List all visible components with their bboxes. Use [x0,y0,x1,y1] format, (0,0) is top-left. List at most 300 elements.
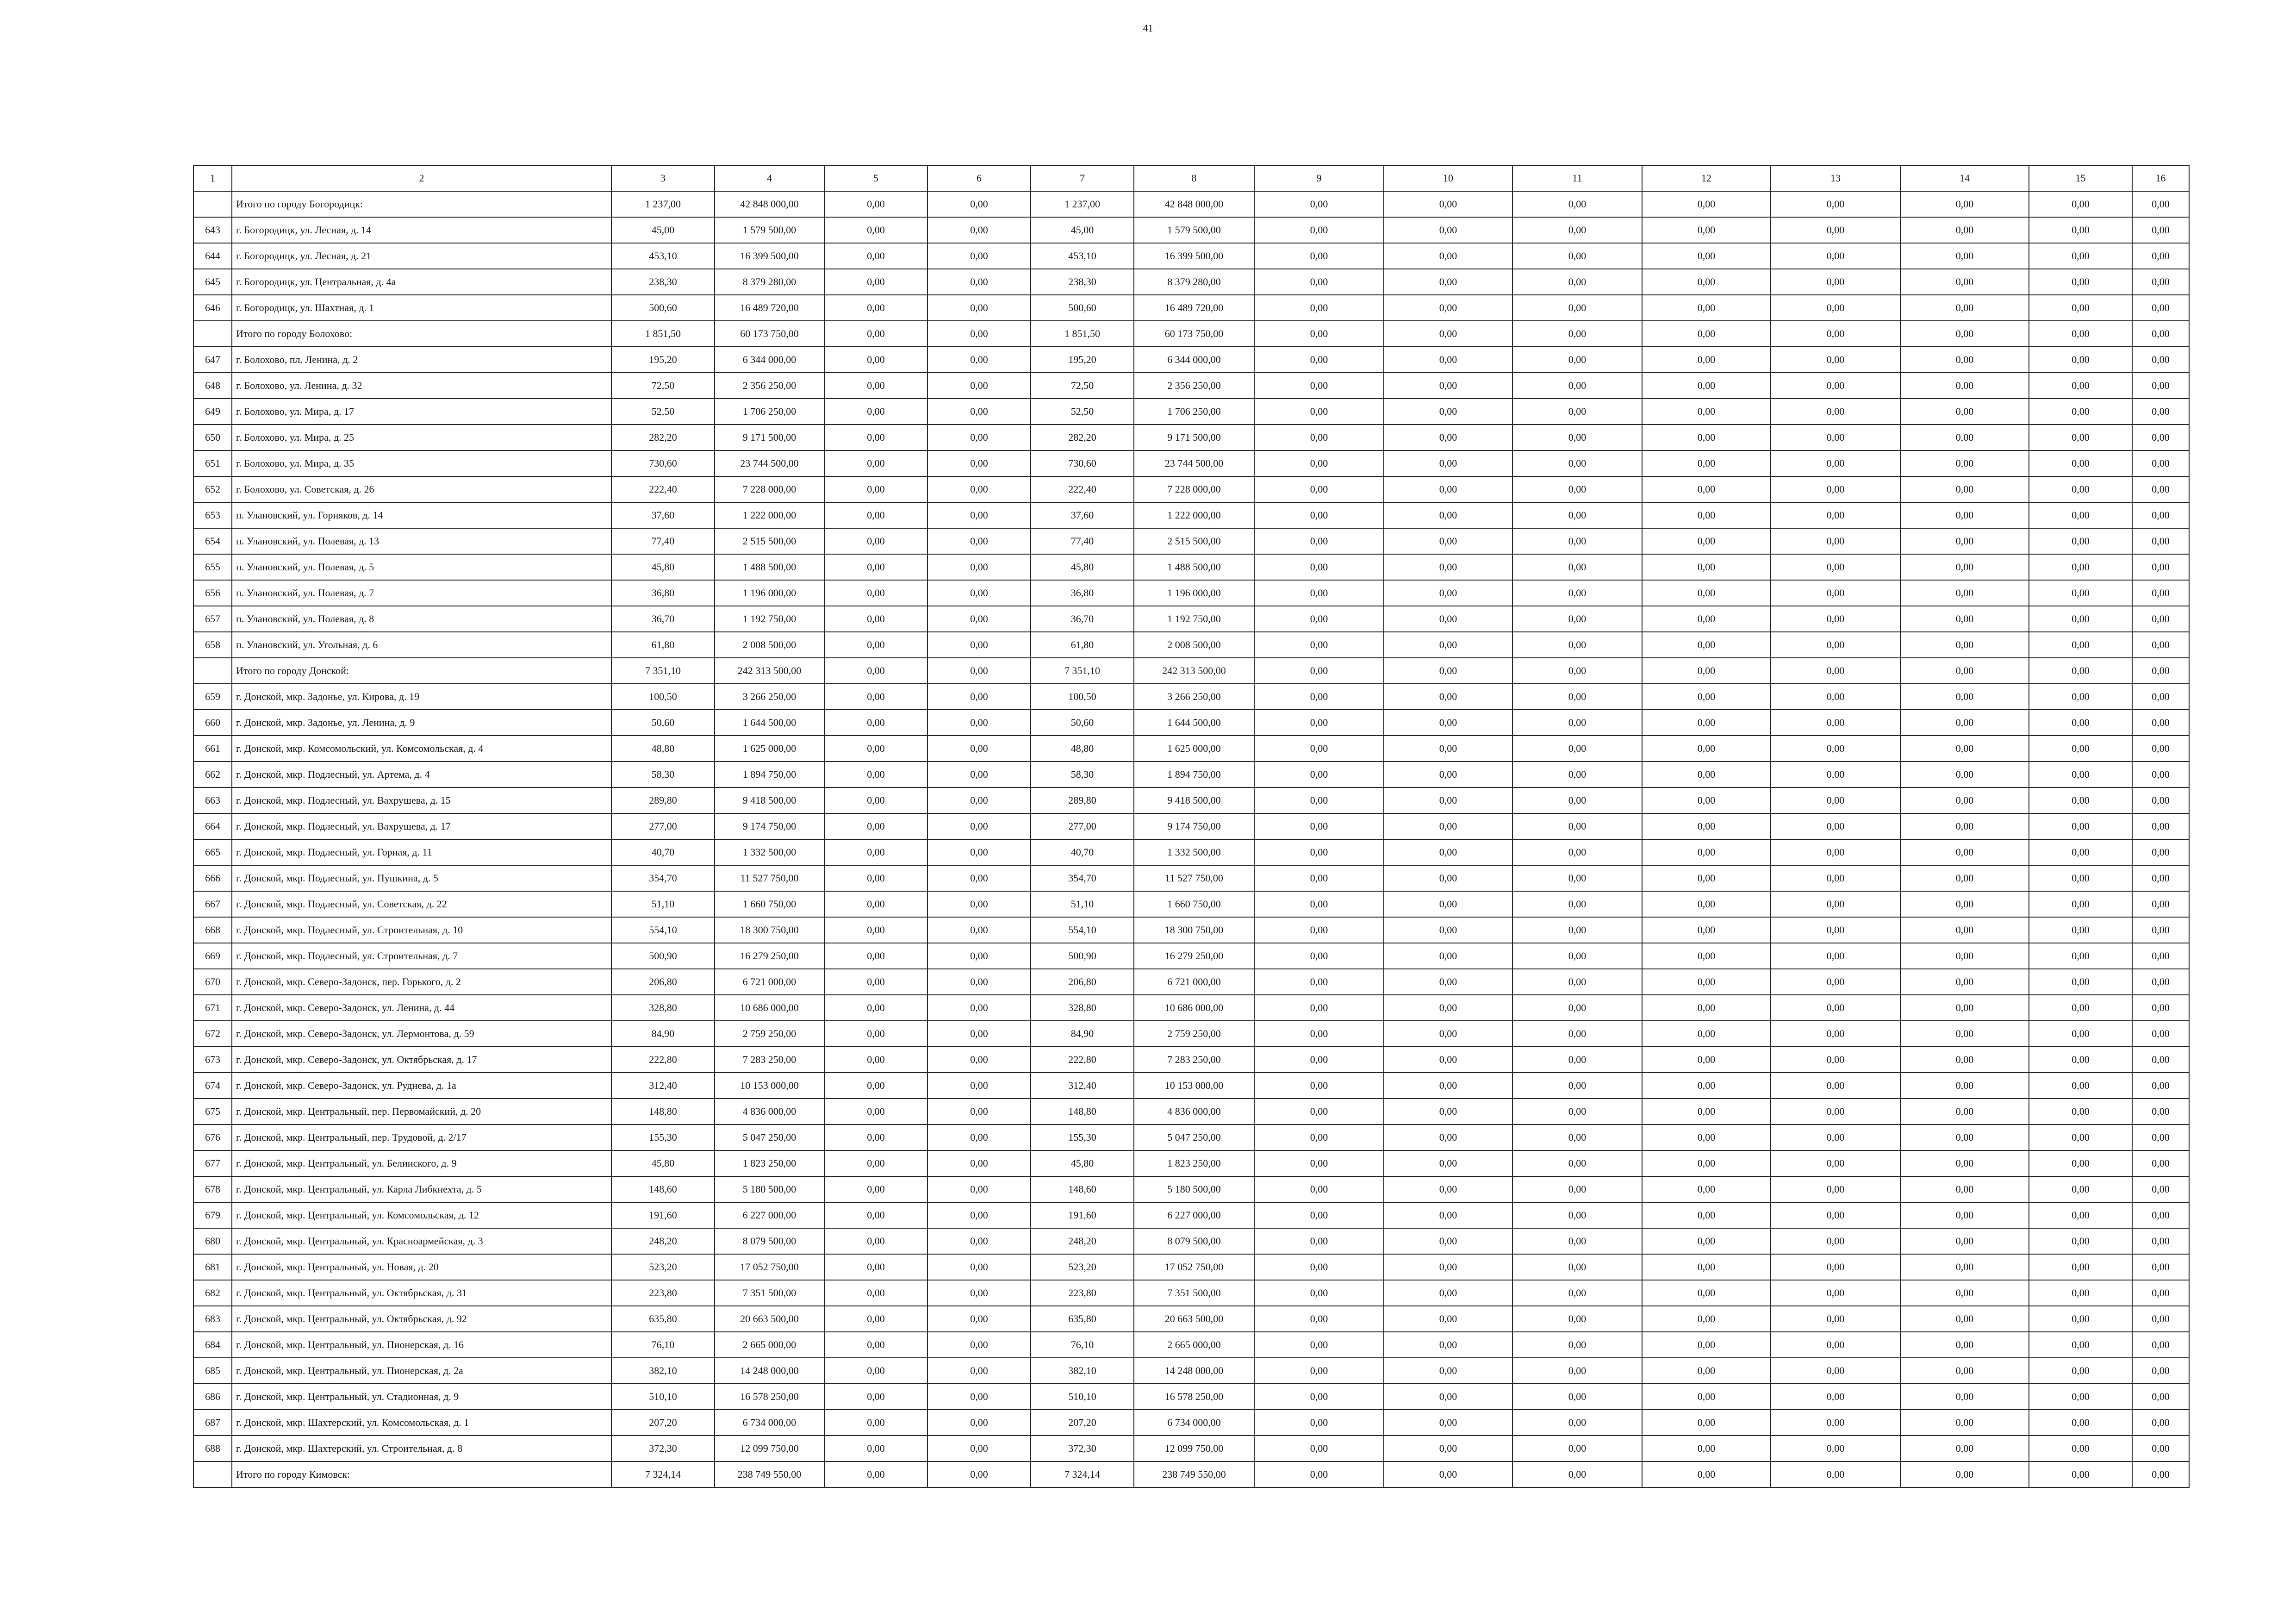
value-cell: 0,00 [2132,969,2189,995]
value-cell: 0,00 [2029,269,2132,295]
value-cell: 0,00 [2029,502,2132,528]
value-cell: 84,90 [611,1021,715,1047]
value-cell: 1 192 750,00 [1134,606,1254,632]
value-cell: 0,00 [1512,1228,1642,1254]
value-cell: 0,00 [1254,476,1384,502]
value-cell: 500,90 [1031,943,1134,969]
row-number-cell: 658 [193,632,232,658]
value-cell: 0,00 [1254,710,1384,736]
value-cell: 0,00 [1384,1202,1512,1228]
value-cell: 0,00 [1900,1332,2029,1358]
value-cell: 0,00 [824,1410,927,1436]
value-cell: 0,00 [1254,425,1384,450]
value-cell: 0,00 [1642,917,1771,943]
value-cell: 0,00 [2029,1047,2132,1073]
value-cell: 0,00 [1512,373,1642,399]
value-cell: 0,00 [1771,1280,1900,1306]
value-cell: 0,00 [1384,1073,1512,1099]
value-cell: 554,10 [1031,917,1134,943]
subtotal-row [193,191,2189,217]
value-cell: 0,00 [927,710,1031,736]
value-cell: 72,50 [1031,373,1134,399]
value-cell: 0,00 [1254,373,1384,399]
table-row [193,684,2189,710]
value-cell: 0,00 [1642,1436,1771,1462]
value-cell: 0,00 [1642,658,1771,684]
address-cell: г. Донской, мкр. Шахтерский, ул. Комсомольская, д. 1 [232,1410,611,1436]
row-number-cell [193,191,232,217]
value-cell: 0,00 [1900,632,2029,658]
value-cell: 0,00 [2029,1021,2132,1047]
value-cell: 0,00 [1771,1462,1900,1487]
value-cell: 1 823 250,00 [1134,1150,1254,1176]
value-cell: 0,00 [824,1124,927,1150]
value-cell: 0,00 [1254,191,1384,217]
table-row [193,425,2189,450]
value-cell: 0,00 [824,1150,927,1176]
value-cell: 0,00 [1642,269,1771,295]
row-number-cell: 663 [193,787,232,813]
value-cell: 0,00 [2029,373,2132,399]
value-cell: 0,00 [927,580,1031,606]
value-cell: 0,00 [1900,1073,2029,1099]
row-number-cell: 645 [193,269,232,295]
value-cell: 207,20 [611,1410,715,1436]
address-cell: г. Донской, мкр. Центральный, ул. Красноармейская, д. 3 [232,1228,611,1254]
column-header: 13 [1771,165,1900,191]
value-cell: 2 665 000,00 [1134,1332,1254,1358]
value-cell: 0,00 [1512,658,1642,684]
value-cell: 11 527 750,00 [1134,865,1254,891]
value-cell: 0,00 [927,762,1031,787]
column-header: 15 [2029,165,2132,191]
value-cell: 10 686 000,00 [715,995,824,1021]
value-cell: 0,00 [2029,476,2132,502]
value-cell: 206,80 [611,969,715,995]
value-cell: 0,00 [824,1021,927,1047]
value-cell: 0,00 [2029,1150,2132,1176]
table-row [193,762,2189,787]
value-cell: 0,00 [927,502,1031,528]
value-cell: 0,00 [1254,295,1384,321]
table-row [193,528,2189,554]
value-cell: 50,60 [1031,710,1134,736]
table-row [193,269,2189,295]
value-cell: 0,00 [1642,450,1771,476]
value-cell: 51,10 [611,891,715,917]
value-cell: 0,00 [824,243,927,269]
value-cell: 0,00 [1512,891,1642,917]
value-cell: 0,00 [1900,762,2029,787]
value-cell: 1 332 500,00 [715,839,824,865]
value-cell: 0,00 [1512,1306,1642,1332]
value-cell: 48,80 [611,736,715,762]
table-row [193,1047,2189,1073]
value-cell: 0,00 [1771,373,1900,399]
value-cell: 0,00 [2029,969,2132,995]
value-cell: 0,00 [1642,502,1771,528]
value-cell: 0,00 [1771,813,1900,839]
value-cell: 0,00 [1254,839,1384,865]
value-cell: 10 686 000,00 [1134,995,1254,1021]
value-cell: 2 759 250,00 [1134,1021,1254,1047]
table-row [193,1228,2189,1254]
value-cell: 6 344 000,00 [715,347,824,373]
address-cell: г. Донской, мкр. Центральный, ул. Стадионная, д. 9 [232,1384,611,1410]
value-cell: 0,00 [2029,1462,2132,1487]
value-cell: 0,00 [1642,1254,1771,1280]
value-cell: 0,00 [2132,865,2189,891]
value-cell: 0,00 [927,658,1031,684]
value-cell: 0,00 [1642,1462,1771,1487]
value-cell: 0,00 [1512,813,1642,839]
table-row [193,1176,2189,1202]
address-cell: г. Донской, мкр. Центральный, ул. Белинского, д. 9 [232,1150,611,1176]
value-cell: 0,00 [1384,425,1512,450]
row-number-cell: 651 [193,450,232,476]
value-cell: 0,00 [2132,1332,2189,1358]
value-cell: 7 351 500,00 [715,1280,824,1306]
value-cell: 0,00 [1254,450,1384,476]
value-cell: 0,00 [1254,399,1384,425]
row-number-cell: 660 [193,710,232,736]
value-cell: 0,00 [1771,580,1900,606]
value-cell: 0,00 [2029,347,2132,373]
value-cell: 0,00 [824,1176,927,1202]
value-cell: 0,00 [2132,554,2189,580]
value-cell: 17 052 750,00 [715,1254,824,1280]
value-cell: 0,00 [1771,269,1900,295]
value-cell: 0,00 [2029,891,2132,917]
value-cell: 0,00 [2029,1073,2132,1099]
value-cell: 0,00 [927,684,1031,710]
value-cell: 0,00 [1512,1099,1642,1124]
value-cell: 1 660 750,00 [715,891,824,917]
value-cell: 0,00 [2029,1332,2132,1358]
value-cell: 1 644 500,00 [1134,710,1254,736]
value-cell: 0,00 [1512,528,1642,554]
value-cell: 0,00 [1254,1021,1384,1047]
value-cell: 61,80 [1031,632,1134,658]
value-cell: 0,00 [1384,787,1512,813]
value-cell: 0,00 [2029,762,2132,787]
value-cell: 0,00 [2029,191,2132,217]
address-cell: п. Улановский, ул. Полевая, д. 13 [232,528,611,554]
value-cell: 36,80 [1031,580,1134,606]
value-cell: 0,00 [824,632,927,658]
value-cell: 453,10 [1031,243,1134,269]
value-cell: 1 332 500,00 [1134,839,1254,865]
column-header: 7 [1031,165,1134,191]
value-cell: 0,00 [1512,632,1642,658]
value-cell: 0,00 [1642,1073,1771,1099]
value-cell: 0,00 [2029,425,2132,450]
value-cell: 0,00 [1512,1410,1642,1436]
address-cell: г. Донской, мкр. Центральный, пер. Первомайский, д. 20 [232,1099,611,1124]
value-cell: 289,80 [611,787,715,813]
value-cell: 0,00 [824,813,927,839]
address-cell: г. Донской, мкр. Подлесный, ул. Горная, д. 11 [232,839,611,865]
value-cell: 0,00 [2132,191,2189,217]
value-cell: 0,00 [2132,373,2189,399]
value-cell: 0,00 [1254,1099,1384,1124]
value-cell: 0,00 [1771,606,1900,632]
value-cell: 0,00 [824,476,927,502]
value-cell: 0,00 [2029,684,2132,710]
value-cell: 0,00 [1512,321,1642,347]
value-cell: 0,00 [824,1384,927,1410]
value-cell: 0,00 [824,425,927,450]
value-cell: 0,00 [2029,1358,2132,1384]
value-cell: 0,00 [824,917,927,943]
row-number-cell: 688 [193,1436,232,1462]
row-number-cell: 674 [193,1073,232,1099]
value-cell: 0,00 [1771,658,1900,684]
value-cell: 6 734 000,00 [715,1410,824,1436]
value-cell: 0,00 [824,217,927,243]
value-cell: 0,00 [1900,295,2029,321]
value-cell: 0,00 [2029,1124,2132,1150]
value-cell: 0,00 [1512,1384,1642,1410]
value-cell: 0,00 [1384,684,1512,710]
value-cell: 0,00 [1900,347,2029,373]
value-cell: 9 418 500,00 [1134,787,1254,813]
value-cell: 0,00 [1771,502,1900,528]
value-cell: 0,00 [1512,1280,1642,1306]
value-cell: 0,00 [824,891,927,917]
address-cell: г. Донской, мкр. Комсомольский, ул. Комсомольская, д. 4 [232,736,611,762]
value-cell: 0,00 [927,1228,1031,1254]
value-cell: 0,00 [1900,1462,2029,1487]
value-cell: 20 663 500,00 [715,1306,824,1332]
value-cell: 0,00 [1771,736,1900,762]
value-cell: 0,00 [927,1306,1031,1332]
value-cell: 72,50 [611,373,715,399]
row-number-cell: 677 [193,1150,232,1176]
value-cell: 0,00 [824,865,927,891]
address-cell: г. Донской, мкр. Центральный, пер. Трудовой, д. 2/17 [232,1124,611,1150]
address-cell: г. Донской, мкр. Центральный, ул. Пионерская, д. 2а [232,1358,611,1384]
value-cell: 0,00 [824,1306,927,1332]
value-cell: 1 823 250,00 [715,1150,824,1176]
value-cell: 0,00 [1771,787,1900,813]
value-cell: 3 266 250,00 [715,684,824,710]
value-cell: 0,00 [1384,762,1512,787]
value-cell: 372,30 [1031,1436,1134,1462]
row-number-cell: 670 [193,969,232,995]
value-cell: 0,00 [2029,917,2132,943]
value-cell: 0,00 [1384,1384,1512,1410]
value-cell: 222,40 [611,476,715,502]
value-cell: 510,10 [1031,1384,1134,1410]
value-cell: 0,00 [2029,606,2132,632]
value-cell: 0,00 [1512,684,1642,710]
value-cell: 0,00 [824,1047,927,1073]
value-cell: 0,00 [2132,1462,2189,1487]
row-number-cell: 648 [193,373,232,399]
value-cell: 0,00 [1384,373,1512,399]
column-header: 4 [715,165,824,191]
value-cell: 0,00 [1771,710,1900,736]
value-cell: 0,00 [1771,1047,1900,1073]
value-cell: 23 744 500,00 [715,450,824,476]
value-cell: 8 379 280,00 [715,269,824,295]
value-cell: 0,00 [1900,606,2029,632]
value-cell: 0,00 [1642,295,1771,321]
value-cell: 0,00 [1512,1150,1642,1176]
row-number-cell: 682 [193,1280,232,1306]
value-cell: 0,00 [1384,1436,1512,1462]
value-cell: 16 279 250,00 [715,943,824,969]
value-cell: 0,00 [1771,1202,1900,1228]
value-cell: 0,00 [1254,1436,1384,1462]
address-cell: г. Донской, мкр. Центральный, ул. Новая, д. 20 [232,1254,611,1280]
value-cell: 0,00 [1254,969,1384,995]
value-cell: 16 578 250,00 [1134,1384,1254,1410]
row-number-cell: 650 [193,425,232,450]
table-row [193,1150,2189,1176]
value-cell: 0,00 [1642,554,1771,580]
subtotal-row [193,1462,2189,1487]
table-row [193,1073,2189,1099]
value-cell: 0,00 [1771,1021,1900,1047]
value-cell: 0,00 [1254,1124,1384,1150]
value-cell: 0,00 [1771,243,1900,269]
value-cell: 0,00 [824,1228,927,1254]
value-cell: 0,00 [927,554,1031,580]
table-row [193,917,2189,943]
value-cell: 0,00 [1771,425,1900,450]
value-cell: 0,00 [1384,606,1512,632]
value-cell: 0,00 [1642,839,1771,865]
address-cell: п. Улановский, ул. Горняков, д. 14 [232,502,611,528]
column-header: 2 [232,165,611,191]
value-cell: 0,00 [2132,1176,2189,1202]
value-cell: 0,00 [927,632,1031,658]
value-cell: 40,70 [1031,839,1134,865]
value-cell: 16 399 500,00 [1134,243,1254,269]
value-cell: 354,70 [611,865,715,891]
value-cell: 0,00 [1512,450,1642,476]
value-cell: 9 174 750,00 [715,813,824,839]
row-number-cell [193,658,232,684]
value-cell: 207,20 [1031,1410,1134,1436]
value-cell: 0,00 [1642,217,1771,243]
row-number-cell: 675 [193,1099,232,1124]
value-cell: 0,00 [1642,787,1771,813]
table-row [193,580,2189,606]
value-cell: 0,00 [2029,243,2132,269]
row-number-cell: 646 [193,295,232,321]
value-cell: 0,00 [2029,943,2132,969]
row-number-cell: 666 [193,865,232,891]
value-cell: 222,80 [1031,1047,1134,1073]
value-cell: 51,10 [1031,891,1134,917]
value-cell: 0,00 [1642,969,1771,995]
value-cell: 0,00 [1512,1332,1642,1358]
value-cell: 0,00 [1900,1436,2029,1462]
value-cell: 0,00 [927,1384,1031,1410]
table-row [193,995,2189,1021]
row-number-cell: 679 [193,1202,232,1228]
value-cell: 0,00 [1384,450,1512,476]
value-cell: 77,40 [611,528,715,554]
value-cell: 0,00 [1771,528,1900,554]
value-cell: 0,00 [2029,217,2132,243]
address-cell: г. Донской, мкр. Северо-Задонск, ул. Октябрьская, д. 17 [232,1047,611,1073]
value-cell: 0,00 [1771,943,1900,969]
value-cell: 7 283 250,00 [1134,1047,1254,1073]
value-cell: 10 153 000,00 [1134,1073,1254,1099]
value-cell: 730,60 [1031,450,1134,476]
value-cell: 0,00 [2132,1358,2189,1384]
value-cell: 0,00 [1254,1384,1384,1410]
value-cell: 76,10 [611,1332,715,1358]
address-cell: п. Улановский, ул. Полевая, д. 7 [232,580,611,606]
value-cell: 0,00 [824,502,927,528]
value-cell: 58,30 [1031,762,1134,787]
value-cell: 328,80 [611,995,715,1021]
value-cell: 1 192 750,00 [715,606,824,632]
address-cell: г. Донской, мкр. Подлесный, ул. Строительная, д. 7 [232,943,611,969]
value-cell: 0,00 [927,1280,1031,1306]
address-cell: г. Донской, мкр. Центральный, ул. Пионерская, д. 16 [232,1332,611,1358]
address-cell: г. Донской, мкр. Задонье, ул. Ленина, д. 9 [232,710,611,736]
table-row [193,1280,2189,1306]
value-cell: 0,00 [1771,632,1900,658]
value-cell: 0,00 [2132,1436,2189,1462]
value-cell: 0,00 [2029,736,2132,762]
value-cell: 0,00 [1512,1176,1642,1202]
value-cell: 9 174 750,00 [1134,813,1254,839]
value-cell: 0,00 [824,995,927,1021]
value-cell: 0,00 [927,321,1031,347]
value-cell: 0,00 [927,606,1031,632]
value-cell: 0,00 [927,450,1031,476]
value-cell: 0,00 [1900,736,2029,762]
column-header: 8 [1134,165,1254,191]
table-row [193,217,2189,243]
value-cell: 0,00 [1771,762,1900,787]
value-cell: 1 706 250,00 [1134,399,1254,425]
row-number-cell: 685 [193,1358,232,1384]
value-cell: 0,00 [1642,1099,1771,1124]
value-cell: 0,00 [1900,917,2029,943]
value-cell: 0,00 [927,1150,1031,1176]
value-cell: 223,80 [1031,1280,1134,1306]
value-cell: 5 180 500,00 [1134,1176,1254,1202]
value-cell: 1 644 500,00 [715,710,824,736]
value-cell: 0,00 [1512,476,1642,502]
value-cell: 7 351,10 [1031,658,1134,684]
value-cell: 0,00 [1254,243,1384,269]
value-cell: 0,00 [2132,1021,2189,1047]
value-cell: 1 222 000,00 [715,502,824,528]
value-cell: 0,00 [1642,191,1771,217]
value-cell: 0,00 [2029,295,2132,321]
row-number-cell: 671 [193,995,232,1021]
value-cell: 0,00 [1642,995,1771,1021]
value-cell: 148,80 [611,1099,715,1124]
value-cell: 6 734 000,00 [1134,1410,1254,1436]
table-row [193,450,2189,476]
value-cell: 0,00 [1254,943,1384,969]
value-cell: 0,00 [1771,1332,1900,1358]
value-cell: 0,00 [1384,528,1512,554]
value-cell: 0,00 [2132,813,2189,839]
value-cell: 45,00 [611,217,715,243]
value-cell: 510,10 [611,1384,715,1410]
